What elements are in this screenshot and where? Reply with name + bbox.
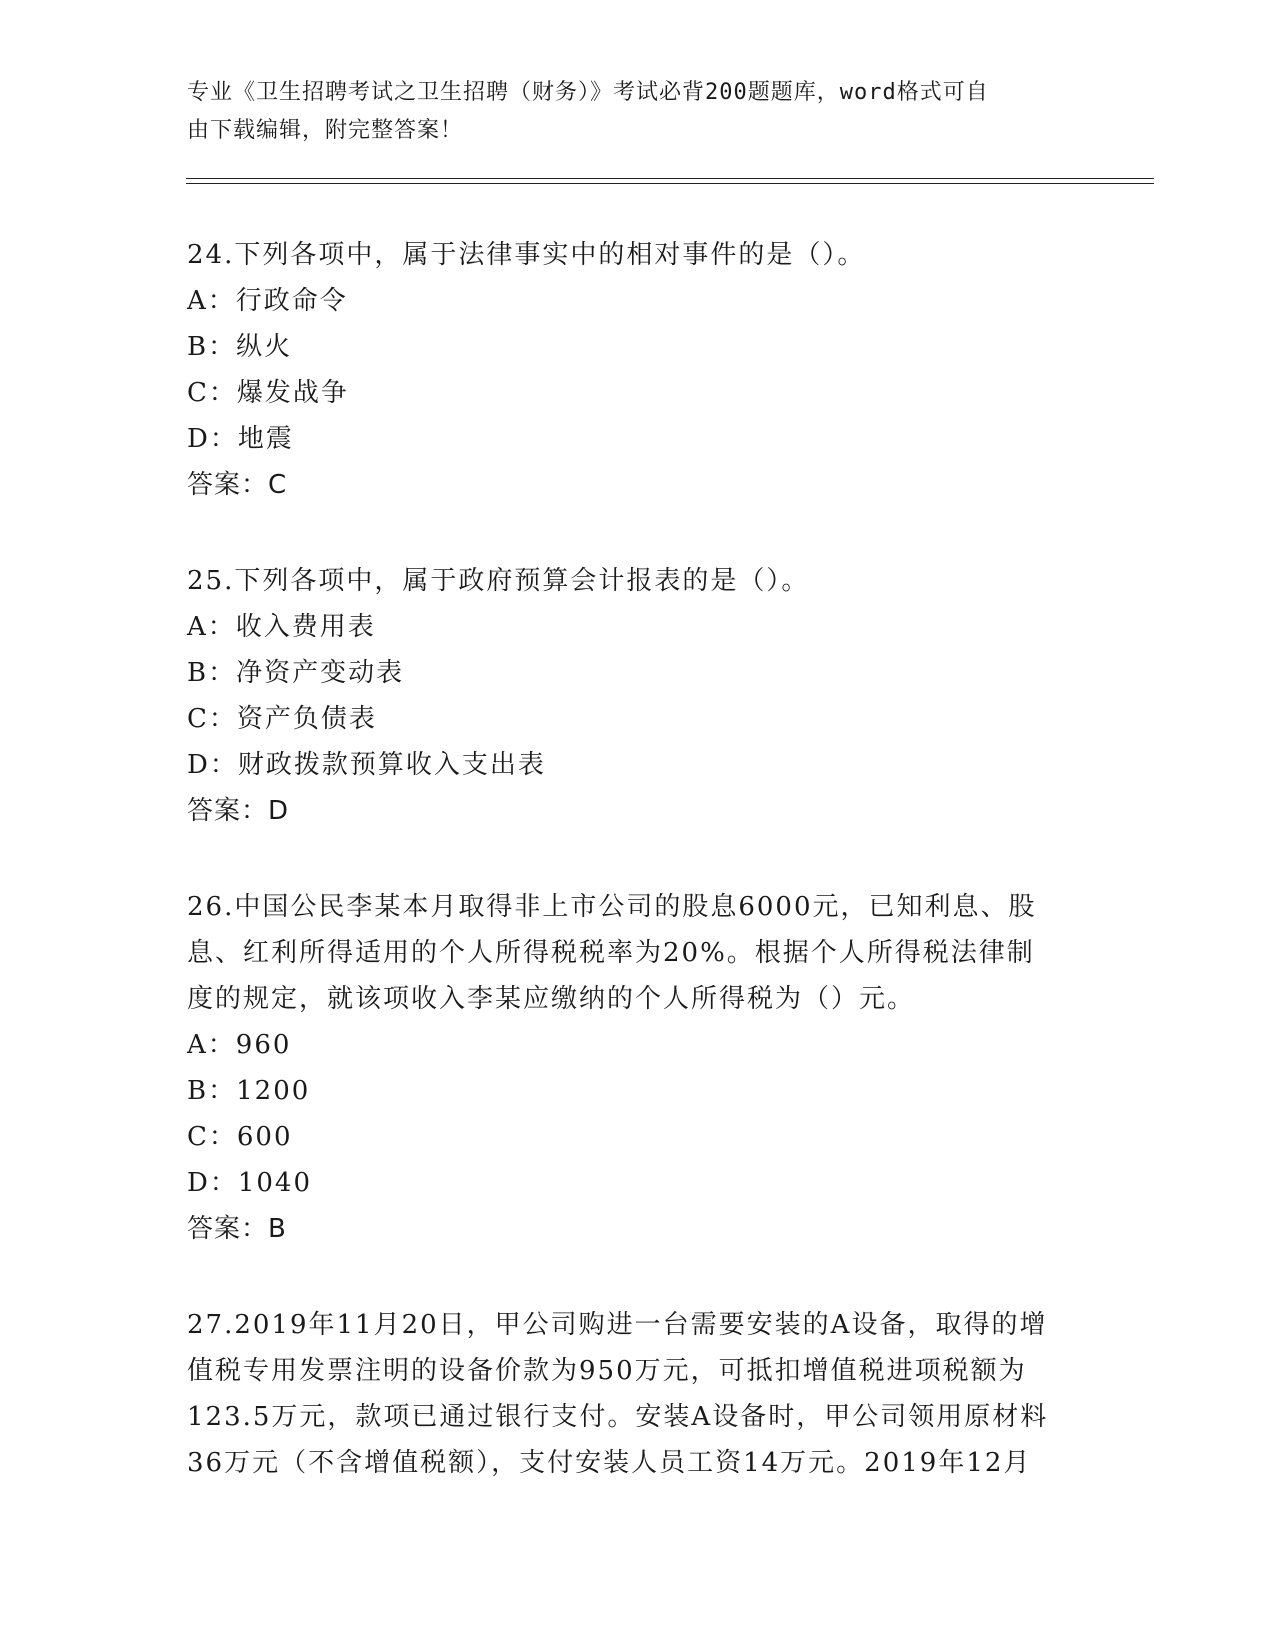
question-27 — [187, 1302, 1087, 1486]
header-line-2: 由下载编辑，附完整答案！ — [187, 118, 464, 143]
question-26 — [187, 884, 1087, 1252]
option-b: B：纵火 — [187, 332, 293, 362]
question-text: 25.下列各项中，属于政府预算会计报表的是（）。 — [187, 566, 810, 596]
question-list — [187, 232, 1087, 1536]
option-b: B：净资产变动表 — [187, 658, 405, 688]
question-text-line-3: 度的规定，就该项收入李某应缴纳的个人所得税为（）元。 — [187, 984, 916, 1014]
question-text-line-2: 值税专用发票注明的设备价款为950万元，可抵扣增值税进项税额为 — [187, 1356, 1027, 1386]
document-header — [187, 74, 1067, 150]
question-text-line-1: 27.2019年11月20日，甲公司购进一台需要安装的A设备，取得的增 — [187, 1310, 1048, 1340]
option-a: A：收入费用表 — [187, 612, 376, 642]
answer: 答案：D — [187, 796, 290, 826]
question-text-line-3: 123.5万元，款项已通过银行支付。安装A设备时，甲公司领用原材料 — [187, 1402, 1049, 1432]
option-a: A：行政命令 — [187, 286, 348, 316]
answer: 答案：C — [187, 470, 288, 500]
option-d: D：地震 — [187, 424, 294, 454]
option-d: D：1040 — [187, 1168, 313, 1198]
answer: 答案：B — [187, 1214, 287, 1244]
option-a: A：960 — [187, 1030, 292, 1060]
option-c: C：600 — [187, 1122, 293, 1152]
question-text-line-1: 26.中国公民李某本月取得非上市公司的股息6000元，已知利息、股 — [187, 892, 1037, 922]
option-d: D：财政拨款预算收入支出表 — [187, 750, 546, 780]
header-line-1: 专业《卫生招聘考试之卫生招聘（财务）》考试必背200题题库，word格式可自 — [187, 80, 989, 105]
question-24 — [187, 232, 1087, 508]
header-divider-top — [186, 178, 1154, 179]
question-text: 24.下列各项中，属于法律事实中的相对事件的是（）。 — [187, 240, 866, 270]
option-b: B：1200 — [187, 1076, 311, 1106]
question-25 — [187, 558, 1087, 834]
question-text-line-2: 息、红利所得适用的个人所得税税率为20%。根据个人所得税法律制 — [187, 938, 1035, 968]
header-divider-bottom — [186, 183, 1154, 184]
question-text-line-4: 36万元（不含增值税额），支付安装人员工资14万元。2019年12月 — [187, 1448, 1032, 1478]
option-c: C：爆发战争 — [187, 378, 349, 408]
option-c: C：资产负债表 — [187, 704, 377, 734]
